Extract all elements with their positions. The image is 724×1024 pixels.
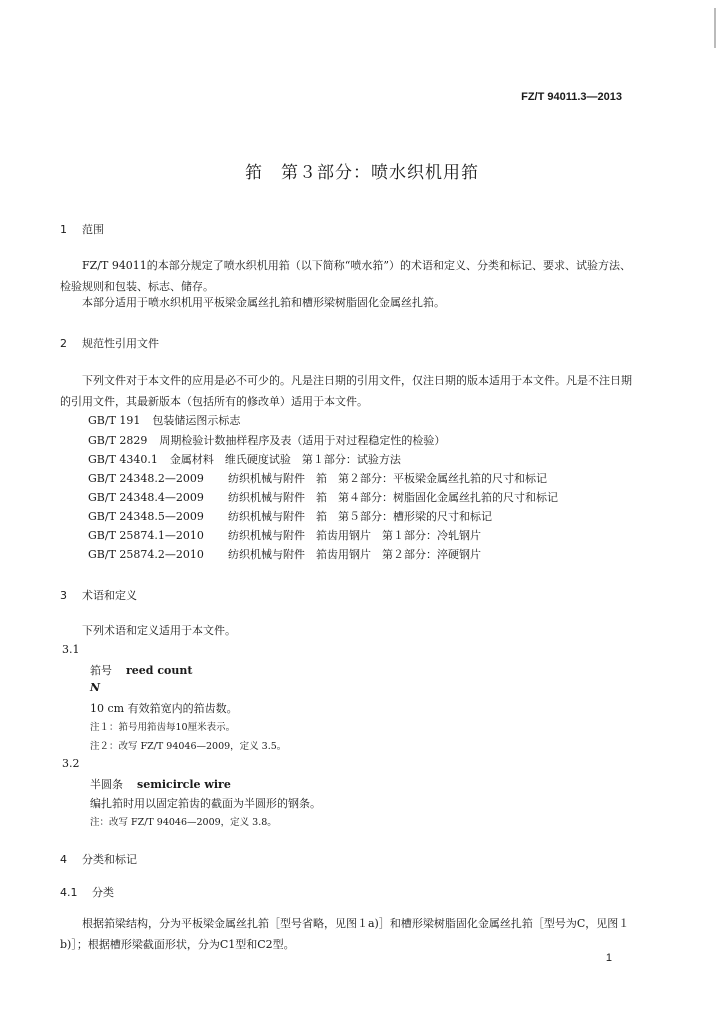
standard-code: FZ/T 94011.3—2013 <box>521 91 622 103</box>
subsection-number: 4.1 <box>60 886 78 899</box>
term-entry <box>90 776 231 792</box>
term-note: 注２：改写 FZ/T 94046—2009，定义 3.5。 <box>90 741 287 752</box>
reference-item <box>88 470 547 486</box>
term-english: reed count <box>126 664 193 677</box>
reference-item <box>88 489 558 505</box>
section-3-heading <box>60 587 137 603</box>
section-title: 分类和标记 <box>82 853 137 866</box>
reference-title: 纺织机械与附件 筘齿用钢片 第１部分：冷轧钢片 <box>228 529 481 542</box>
term-note: 注：改写 FZ/T 94046—2009，定义 3.8。 <box>90 817 277 828</box>
term-symbol: N <box>90 681 101 694</box>
section-title: 术语和定义 <box>82 589 137 602</box>
reference-title: 纺织机械与附件 筘 第４部分：树脂固化金属丝扎筘的尺寸和标记 <box>228 491 558 504</box>
reference-item <box>88 412 240 428</box>
terms-intro: 下列术语和定义适用于本文件。 <box>82 624 236 637</box>
term-chinese: 半圆条 <box>90 778 123 791</box>
term-number: 3.2 <box>62 757 80 770</box>
reference-item <box>88 508 492 524</box>
reference-code: GB/T 24348.5—2009 <box>88 510 204 523</box>
section-number: 3 <box>60 589 67 602</box>
reference-title: 纺织机械与附件 筘 第５部分：槽形梁的尺寸和标记 <box>228 510 492 523</box>
term-chinese: 筘号 <box>90 664 112 677</box>
subsection-title: 分类 <box>92 886 114 899</box>
term-english: semicircle wire <box>137 778 231 791</box>
reference-item <box>88 432 445 448</box>
term-definition: 编扎筘时用以固定筘齿的截面为半圆形的钢条。 <box>90 797 321 810</box>
reference-code: GB/T 25874.2—2010 <box>88 548 204 561</box>
scope-paragraph-1: FZ/T 94011的本部分规定了喷水织机用筘（以下简称“喷水筘”）的术语和定义、分类和标记、要求、试验方法、检验规则和包装、标志、储存。 <box>60 259 632 293</box>
references-intro: 下列文件对于本文件的应用是必不可少的。凡是注日期的引用文件，仅注日期的版本适用于本文件。凡是不注日期的引用文件，其最新版本（包括所有的修改单）适用于本文件。 <box>60 374 632 408</box>
section-title: 规范性引用文件 <box>82 337 159 350</box>
reference-item <box>88 527 481 543</box>
section-number: 2 <box>60 337 67 350</box>
section-title: 范围 <box>82 223 104 236</box>
page-title: 筘 第３部分：喷水织机用筘 <box>245 163 479 183</box>
scope-paragraph-2: 本部分适用于喷水织机用平板梁金属丝扎筘和槽形梁树脂固化金属丝扎筘。 <box>82 296 445 309</box>
reference-code: GB/T 24348.4—2009 <box>88 491 204 504</box>
reference-code: GB/T 24348.2—2009 <box>88 472 204 485</box>
reference-item <box>88 451 401 467</box>
reference-code: GB/T 2829 <box>88 434 148 447</box>
term-entry <box>90 662 192 678</box>
section-1-heading <box>60 221 104 237</box>
reference-item <box>88 546 481 562</box>
term-note: 注１：筘号用筘齿每10厘米表示。 <box>90 722 236 733</box>
section-2-heading <box>60 335 159 351</box>
subsection-4-1-heading <box>60 884 114 900</box>
section-4-heading <box>60 851 137 867</box>
reference-title: 金属材料 维氏硬度试验 第１部分：试验方法 <box>169 453 401 466</box>
reference-title: 纺织机械与附件 筘齿用钢片 第２部分：淬硬钢片 <box>228 548 481 561</box>
reference-code: GB/T 25874.1—2010 <box>88 529 204 542</box>
page-number: 1 <box>605 952 612 964</box>
reference-code: GB/T 191 <box>88 414 141 427</box>
reference-title: 包装储运图示标志 <box>152 414 241 427</box>
section-number: 1 <box>60 223 67 236</box>
classification-paragraph: 根据筘梁结构，分为平板梁金属丝扎筘［型号省略，见图１a)］和槽形梁树脂固化金属丝扎筘［型号为C，见图１b)］；根据槽形梁截面形状，分为C1型和C2型。 <box>60 917 630 951</box>
term-number: 3.1 <box>62 643 80 656</box>
reference-code: GB/T 4340.1 <box>88 453 158 466</box>
reference-title: 周期检验计数抽样程序及表（适用于对过程稳定性的检验） <box>159 434 446 447</box>
term-definition: 10 cm 有效筘宽内的筘齿数。 <box>90 702 238 715</box>
section-number: 4 <box>60 853 67 866</box>
scan-edge-mark <box>704 8 716 48</box>
reference-title: 纺织机械与附件 筘 第２部分：平板梁金属丝扎筘的尺寸和标记 <box>228 472 547 485</box>
